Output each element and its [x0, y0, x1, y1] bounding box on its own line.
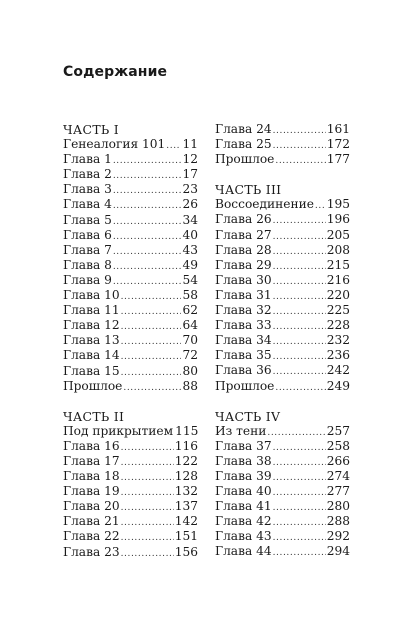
toc-entry-label: Глава 21: [63, 514, 120, 529]
toc-entry[interactable]: [63, 152, 198, 167]
page-title: Содержание: [63, 64, 168, 80]
toc-entry[interactable]: [63, 137, 198, 152]
toc-entry[interactable]: [63, 182, 198, 197]
toc-entry-page: 294: [326, 544, 350, 559]
toc-entry-label: Глава 37: [215, 438, 272, 453]
toc-entry[interactable]: [215, 137, 350, 152]
toc-entry-label: Глава 10: [63, 288, 120, 303]
toc-entry[interactable]: [215, 544, 350, 559]
toc-entry-page: 64: [182, 318, 198, 333]
toc-entry-label: Глава 27: [215, 227, 272, 242]
toc-entry-label: Глава 38: [215, 453, 272, 468]
toc-entry-label: Воссоединение: [215, 197, 314, 212]
toc-entry[interactable]: [215, 499, 350, 514]
toc-entry-label: Глава 41: [215, 499, 272, 514]
toc-entry-page: 225: [326, 303, 350, 318]
toc-entry[interactable]: [63, 197, 198, 212]
dot-leader: [121, 456, 174, 471]
toc-entry-page: 128: [174, 469, 198, 484]
toc-entry-label: Глава 24: [215, 122, 272, 136]
toc-entry-label: Прошлое: [63, 378, 123, 393]
toc-entry-label: Глава 26: [215, 212, 272, 227]
toc-entry[interactable]: [215, 228, 350, 243]
toc-entry[interactable]: [63, 303, 198, 318]
toc-entry-page: 266: [326, 453, 350, 468]
toc-entry-page: 34: [182, 212, 198, 227]
toc-entry-page: 274: [326, 468, 350, 483]
toc-entry-label: Прошлое: [215, 378, 275, 393]
toc-entry-label: Глава 14: [63, 348, 120, 363]
toc-entry[interactable]: [215, 303, 350, 318]
toc-entry-label: Глава 36: [215, 363, 272, 378]
dot-leader: [273, 124, 326, 139]
dot-leader: [121, 516, 174, 531]
toc-entry-label: Глава 43: [215, 529, 272, 544]
dot-leader: [273, 531, 326, 546]
toc-entry-label: Из тени: [215, 423, 267, 438]
toc-entry-label: Глава 6: [63, 227, 112, 242]
toc-entry-page: 236: [326, 348, 350, 363]
toc-entry-label: Глава 35: [215, 348, 272, 363]
toc-entry-page: 115: [175, 423, 199, 438]
toc-entry-label: Глава 16: [63, 438, 120, 453]
toc-entry-page: 12: [182, 152, 198, 167]
toc-entry[interactable]: [63, 439, 198, 454]
toc-entry-label: Глава 1: [63, 152, 112, 167]
dot-leader: [121, 471, 174, 486]
dot-leader: [121, 290, 182, 305]
dot-leader: [113, 169, 182, 184]
part-heading: ЧАСТЬ IV: [215, 408, 281, 424]
toc-entry-page: 88: [182, 378, 198, 393]
section-gap: [215, 394, 350, 409]
toc-entry[interactable]: [63, 318, 198, 333]
dot-leader: [273, 471, 326, 486]
dot-leader: [121, 501, 174, 516]
dot-leader: [273, 335, 326, 350]
toc-entry-page: 116: [174, 438, 198, 453]
toc-entry-label: Глава 25: [215, 137, 272, 152]
dot-leader: [113, 215, 182, 230]
toc-entry[interactable]: [63, 167, 198, 182]
toc-entry-page: 72: [182, 348, 198, 363]
toc-entry-page: 122: [174, 453, 198, 468]
toc-entry[interactable]: [215, 197, 350, 212]
toc-entry[interactable]: [215, 273, 350, 288]
toc-entry-label: Глава 19: [63, 484, 120, 499]
toc-entry-page: 177: [326, 152, 350, 167]
dot-leader: [273, 275, 326, 290]
dot-leader: [121, 335, 182, 350]
toc-entry-label: Глава 30: [215, 272, 272, 287]
toc-entry[interactable]: [63, 213, 198, 228]
toc-entry-page: 137: [174, 499, 198, 514]
toc-entry-label: Глава 11: [63, 303, 120, 318]
toc-entry[interactable]: [63, 514, 198, 529]
toc-entry-label: Глава 29: [215, 257, 272, 272]
toc-entry[interactable]: [63, 258, 198, 273]
toc-entry-label: Глава 42: [215, 514, 272, 529]
toc-entry-page: 132: [174, 484, 198, 499]
toc-entry[interactable]: [215, 469, 350, 484]
toc-entry[interactable]: [215, 318, 350, 333]
toc-entry-label: Глава 40: [215, 484, 272, 499]
dot-leader: [273, 441, 326, 456]
toc-entry-page: 142: [174, 514, 198, 529]
toc-entry-page: 232: [326, 333, 350, 348]
toc-entry-label: Глава 15: [63, 363, 120, 378]
dot-leader: [121, 547, 174, 562]
dot-leader: [166, 139, 181, 154]
dot-leader: [113, 275, 182, 290]
toc-entry[interactable]: [215, 243, 350, 258]
toc-entry[interactable]: [215, 212, 350, 227]
toc-entry-label: Глава 39: [215, 468, 272, 483]
dot-leader: [273, 305, 326, 320]
toc-column-left: [63, 122, 198, 560]
section-gap: [215, 167, 350, 182]
dot-leader: [113, 184, 182, 199]
toc-entry[interactable]: [63, 484, 198, 499]
toc-entry-page: 242: [326, 363, 350, 378]
dot-leader: [275, 381, 325, 396]
toc-entry-label: Глава 7: [63, 242, 112, 257]
toc-entry[interactable]: [215, 363, 350, 378]
toc-entry-page: 54: [182, 272, 198, 287]
toc-entry[interactable]: [215, 333, 350, 348]
toc-entry[interactable]: [215, 484, 350, 499]
toc-entry[interactable]: [215, 529, 350, 544]
dot-leader: [273, 245, 326, 260]
dot-leader: [273, 139, 326, 154]
toc-entry-page: 151: [174, 529, 198, 544]
toc-entry-page: 161: [326, 122, 350, 136]
toc-entry-label: Глава 13: [63, 333, 120, 348]
toc-entry-label: Глава 31: [215, 287, 272, 302]
dot-leader: [113, 199, 182, 214]
toc-entry-label: Глава 17: [63, 453, 120, 468]
toc-entry-label: Глава 2: [63, 167, 112, 182]
dot-leader: [273, 365, 326, 380]
dot-leader: [273, 501, 326, 516]
toc-entry-label: Глава 44: [215, 544, 272, 559]
toc-entry-page: 288: [326, 514, 350, 529]
dot-leader: [113, 260, 182, 275]
toc-entry[interactable]: [63, 273, 198, 288]
toc-entry[interactable]: [63, 288, 198, 303]
toc-entry-label: Глава 20: [63, 499, 120, 514]
dot-leader: [273, 214, 326, 229]
toc-entry-label: Глава 32: [215, 303, 272, 318]
toc-entry-page: 292: [326, 529, 350, 544]
toc-entry-page: 205: [326, 227, 350, 242]
toc-entry[interactable]: [215, 424, 350, 439]
toc-entry-label: Глава 3: [63, 182, 112, 197]
toc-entry[interactable]: [63, 424, 198, 439]
toc-entry-page: 249: [326, 378, 350, 393]
toc-entry[interactable]: [63, 348, 198, 363]
toc-column-right: [215, 122, 350, 560]
toc-entry[interactable]: [215, 379, 350, 394]
toc-entry[interactable]: [215, 514, 350, 529]
dot-leader: [121, 531, 174, 546]
toc-entry-label: Глава 34: [215, 333, 272, 348]
dot-leader: [275, 154, 325, 169]
toc-entry[interactable]: [63, 545, 198, 560]
dot-leader: [273, 260, 326, 275]
dot-leader: [121, 441, 174, 456]
toc-entry-page: 40: [182, 227, 198, 242]
toc-entry-page: 196: [326, 212, 350, 227]
toc-entry-page: 80: [182, 363, 198, 378]
toc-entry-page: 17: [182, 167, 198, 182]
dot-leader: [273, 546, 326, 561]
part-heading: ЧАСТЬ III: [215, 182, 282, 198]
toc-entry-label: Глава 5: [63, 212, 112, 227]
toc-entry-page: 58: [182, 288, 198, 303]
dot-leader: [273, 486, 326, 501]
toc-entry-label: Под прикрытием: [63, 423, 174, 438]
dot-leader: [121, 366, 182, 381]
dot-leader: [315, 199, 326, 214]
toc-entry-page: 277: [326, 484, 350, 499]
dot-leader: [113, 230, 182, 245]
toc-entry[interactable]: [215, 258, 350, 273]
toc-entry[interactable]: [63, 364, 198, 379]
toc-entry[interactable]: [215, 122, 350, 137]
toc-entry[interactable]: [63, 499, 198, 514]
toc-entry-label: Глава 23: [63, 544, 120, 559]
toc-entry-label: Глава 4: [63, 197, 112, 212]
toc-entry-label: Прошлое: [215, 152, 275, 167]
toc-entry-page: 23: [182, 182, 198, 197]
toc-entry[interactable]: [63, 469, 198, 484]
toc-entry-page: 257: [326, 423, 350, 438]
dot-leader: [113, 154, 182, 169]
dot-leader: [273, 350, 326, 365]
toc-entry-page: 280: [326, 499, 350, 514]
dot-leader: [121, 350, 182, 365]
toc-entry-page: 258: [326, 438, 350, 453]
toc-entry-page: 62: [182, 303, 198, 318]
part-heading: ЧАСТЬ II: [63, 408, 125, 424]
dot-leader: [113, 245, 182, 260]
dot-leader: [123, 381, 181, 396]
toc-entry-page: 70: [182, 333, 198, 348]
dot-leader: [121, 320, 182, 335]
toc-entry[interactable]: [63, 379, 198, 394]
toc-entry[interactable]: [215, 439, 350, 454]
dot-leader: [121, 305, 182, 320]
dot-leader: [273, 320, 326, 335]
section-gap: [63, 394, 198, 409]
toc-entry[interactable]: [63, 454, 198, 469]
toc-entry-label: Генеалогия 101: [63, 137, 166, 152]
dot-leader: [273, 290, 326, 305]
toc-entry-page: 208: [326, 242, 350, 257]
dot-leader: [273, 230, 326, 245]
toc-entry-page: 49: [182, 257, 198, 272]
toc-entry[interactable]: [215, 152, 350, 167]
toc-entry-page: 26: [182, 197, 198, 212]
toc-entry[interactable]: [63, 228, 198, 243]
toc-entry[interactable]: [63, 529, 198, 544]
toc-entry-page: 220: [326, 287, 350, 302]
toc-entry-page: 228: [326, 318, 350, 333]
dot-leader: [267, 426, 325, 441]
toc-entry-page: 195: [326, 197, 350, 212]
toc-entry-label: Глава 22: [63, 529, 120, 544]
toc-entry-page: 43: [182, 242, 198, 257]
toc-entry-label: Глава 8: [63, 257, 112, 272]
toc-entry-page: 11: [182, 137, 198, 152]
toc-entry[interactable]: [215, 348, 350, 363]
toc-entry[interactable]: [215, 454, 350, 469]
part-heading: ЧАСТЬ I: [63, 122, 119, 137]
toc-entry-page: 172: [326, 137, 350, 152]
dot-leader: [121, 486, 174, 501]
toc-entry-page: 156: [174, 544, 198, 559]
toc-entry[interactable]: [63, 333, 198, 348]
dot-leader: [273, 516, 326, 531]
toc-entry-label: Глава 18: [63, 469, 120, 484]
toc-entry-page: 215: [326, 257, 350, 272]
toc-entry-label: Глава 12: [63, 318, 120, 333]
toc-entry-page: 216: [326, 272, 350, 287]
toc-entry-label: Глава 28: [215, 242, 272, 257]
toc-entry-label: Глава 33: [215, 318, 272, 333]
toc-entry-label: Глава 9: [63, 272, 112, 287]
toc-entry[interactable]: [63, 243, 198, 258]
toc-entry[interactable]: [215, 288, 350, 303]
dot-leader: [273, 456, 326, 471]
